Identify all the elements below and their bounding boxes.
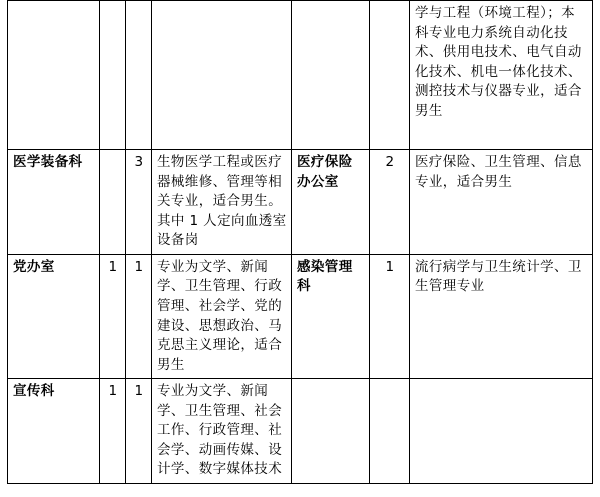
cell-requirements-2 bbox=[410, 379, 593, 484]
table-row bbox=[8, 254, 593, 378]
cell-requirements bbox=[152, 1, 292, 150]
cell-requirements: 专业为文学、新闻学、卫生管理、社会工作、行政管理、社会学、动画传媒、设计学、数字媒体技术 bbox=[152, 379, 292, 484]
cell-count-1: 1 bbox=[100, 379, 126, 484]
cell-count-2: 3 bbox=[126, 150, 152, 255]
cell-count-3: 2 bbox=[370, 150, 410, 255]
cell-requirements-2: 流行病学与卫生统计学、卫生管理专业 bbox=[410, 254, 593, 378]
cell-count-2: 1 bbox=[126, 379, 152, 484]
cell-department: 医学装备科 bbox=[8, 150, 100, 255]
table-row bbox=[8, 1, 593, 150]
cell-count-3 bbox=[370, 1, 410, 150]
cell-count-1: 1 bbox=[100, 254, 126, 378]
cell-department-2: 医疗保险办公室 bbox=[292, 150, 370, 255]
cell-count-2: 1 bbox=[126, 254, 152, 378]
table-row bbox=[8, 150, 593, 255]
cell-requirements: 生物医学工程或医疗器械维修、管理等相关专业，适合男生。其中 1 人定向血透室设备岗 bbox=[152, 150, 292, 255]
cell-requirements-2: 学与工程（环境工程）；本科专业电力系统自动化技术、供用电技术、电气自动化技术、机电一体化技术、测控技术与仪器专业，适合男生 bbox=[410, 1, 593, 150]
recruitment-table bbox=[7, 0, 593, 484]
table-row bbox=[8, 379, 593, 484]
cell-department bbox=[8, 1, 100, 150]
cell-count-1 bbox=[100, 150, 126, 255]
cell-count-1 bbox=[100, 1, 126, 150]
cell-department-2 bbox=[292, 379, 370, 484]
cell-department: 宣传科 bbox=[8, 379, 100, 484]
cell-requirements: 专业为文学、新闻学、卫生管理、行政管理、社会学、党的建设、思想政治、马克思主义理论，适合男生 bbox=[152, 254, 292, 378]
cell-department: 党办室 bbox=[8, 254, 100, 378]
cell-count-2 bbox=[126, 1, 152, 150]
cell-requirements-2: 医疗保险、卫生管理、信息专业，适合男生 bbox=[410, 150, 593, 255]
cell-count-3 bbox=[370, 379, 410, 484]
cell-department-2: 感染管理科 bbox=[292, 254, 370, 378]
cell-count-3: 1 bbox=[370, 254, 410, 378]
cell-department-2 bbox=[292, 1, 370, 150]
